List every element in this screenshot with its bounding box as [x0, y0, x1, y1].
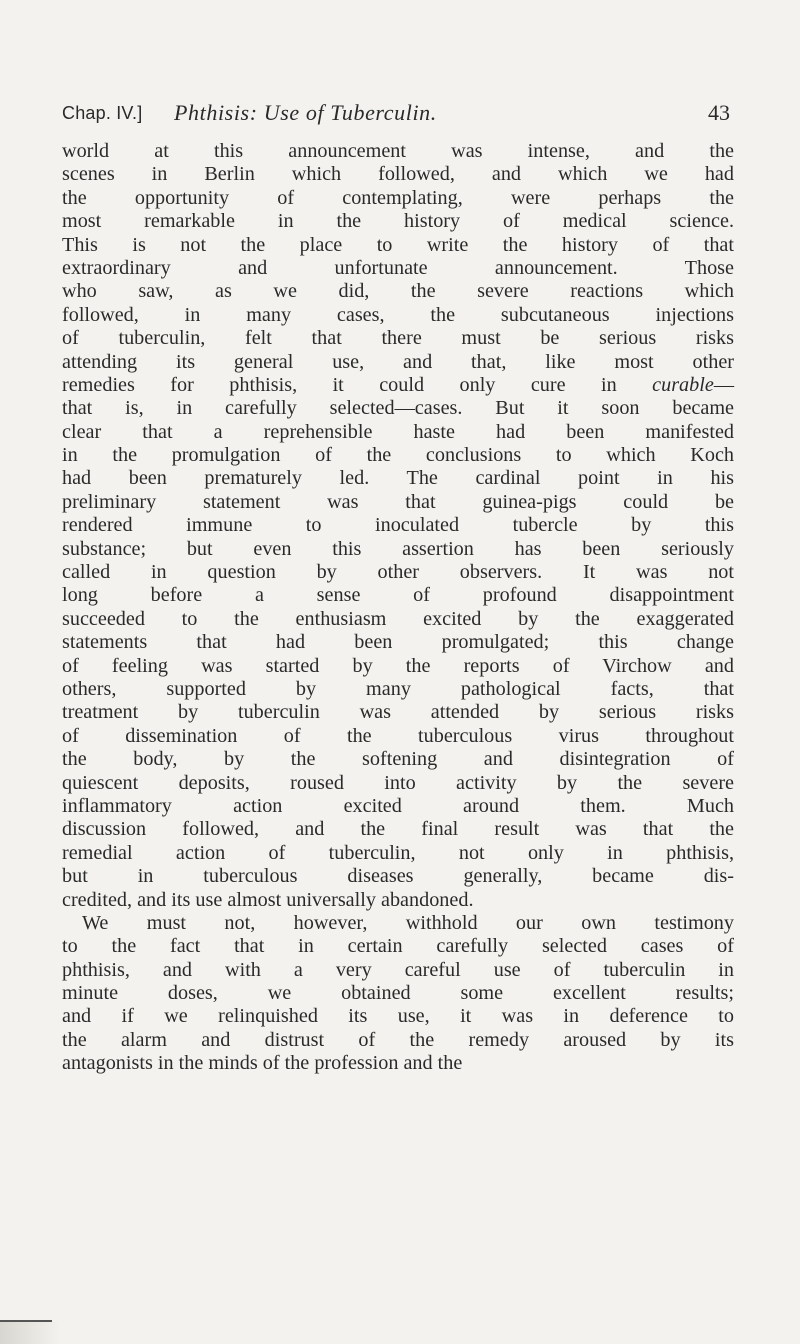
- page-number: 43: [708, 100, 730, 125]
- page-edge-shadow: [0, 1322, 60, 1344]
- text-line: credited, and its use almost universally abandoned.: [62, 888, 474, 911]
- text-line: substance; but even this assertion has been seriously: [62, 537, 734, 560]
- text-line: of dissemination of the tuberculous virus throughout: [62, 724, 734, 747]
- text-line: scenes in Berlin which followed, and which we had: [62, 163, 734, 186]
- text-line: had been prematurely led. The cardinal point in his: [62, 467, 734, 490]
- text-line: succeeded to the enthusiasm excited by the exaggerated: [62, 607, 734, 630]
- text-line: the alarm and distrust of the remedy aroused by its: [62, 1028, 734, 1051]
- text-line: most remarkable in the history of medical science.: [62, 210, 734, 233]
- text-line: minute doses, we obtained some excellent results;: [62, 982, 734, 1005]
- text-line: who saw, as we did, the severe reactions which: [62, 280, 734, 303]
- text-line: world at this announcement was intense, and the: [62, 140, 734, 162]
- text-line: extraordinary and unfortunate announcement. Those: [62, 256, 734, 279]
- text-line: of tuberculin, felt that there must be serious risks: [62, 327, 734, 350]
- text-line: called in question by other observers. It was not: [62, 561, 734, 584]
- text-line: followed, in many cases, the subcutaneous injections: [62, 303, 734, 326]
- text-line: phthisis, and with a very careful use of tuberculin in: [62, 958, 734, 981]
- text-line: long before a sense of profound disappointment: [62, 584, 734, 607]
- text-line: to the fact that in certain carefully selected cases of: [62, 935, 734, 958]
- text-line: remedial action of tuberculin, not only in phthisis,: [62, 841, 734, 864]
- text-line: that is, in carefully selected—cases. But it soon became: [62, 397, 734, 420]
- text-line: others, supported by many pathological facts, that: [62, 677, 734, 700]
- text-line: clear that a reprehensible haste had been manifested: [62, 420, 734, 443]
- text-line: in the promulgation of the conclusions to which Koch: [62, 444, 734, 467]
- text-line: attending its general use, and that, like most other: [62, 350, 734, 373]
- text-line: the opportunity of contemplating, were perhaps the: [62, 186, 734, 209]
- text-line: quiescent deposits, roused into activity by the severe: [62, 771, 734, 794]
- text-line: rendered immune to inoculated tubercle by this: [62, 514, 734, 537]
- text-line: inflammatory action excited around them. Much: [62, 794, 734, 817]
- text-line: the body, by the softening and disintegration of: [62, 748, 734, 771]
- italic-word: curable: [652, 373, 714, 396]
- text-line: and if we relinquished its use, it was in deference to: [62, 1005, 734, 1028]
- running-title: Phthisis: Use of Tuberculin.: [174, 100, 437, 125]
- text-line: of feeling was started by the reports of Virchow and: [62, 654, 734, 677]
- text-line: treatment by tuberculin was attended by serious risks: [62, 701, 734, 724]
- body-text: [62, 140, 734, 1076]
- text-line: remedies for phthisis, it could only cure in curable—: [62, 373, 734, 396]
- chapter-label: Chap. IV.]: [62, 103, 143, 123]
- text-line: statements that had been promulgated; this change: [62, 631, 734, 654]
- running-head: [62, 96, 730, 130]
- text-line: discussion followed, and the final result was that the: [62, 818, 734, 841]
- text-line: but in tuberculous diseases generally, became dis-: [62, 865, 734, 888]
- text-line: This is not the place to write the history of that: [62, 233, 734, 256]
- text-line: antagonists in the minds of the profession and the: [62, 1052, 463, 1075]
- text-line: We must not, however, withhold our own testimony: [82, 911, 734, 934]
- text-line: preliminary statement was that guinea-pigs could be: [62, 490, 734, 513]
